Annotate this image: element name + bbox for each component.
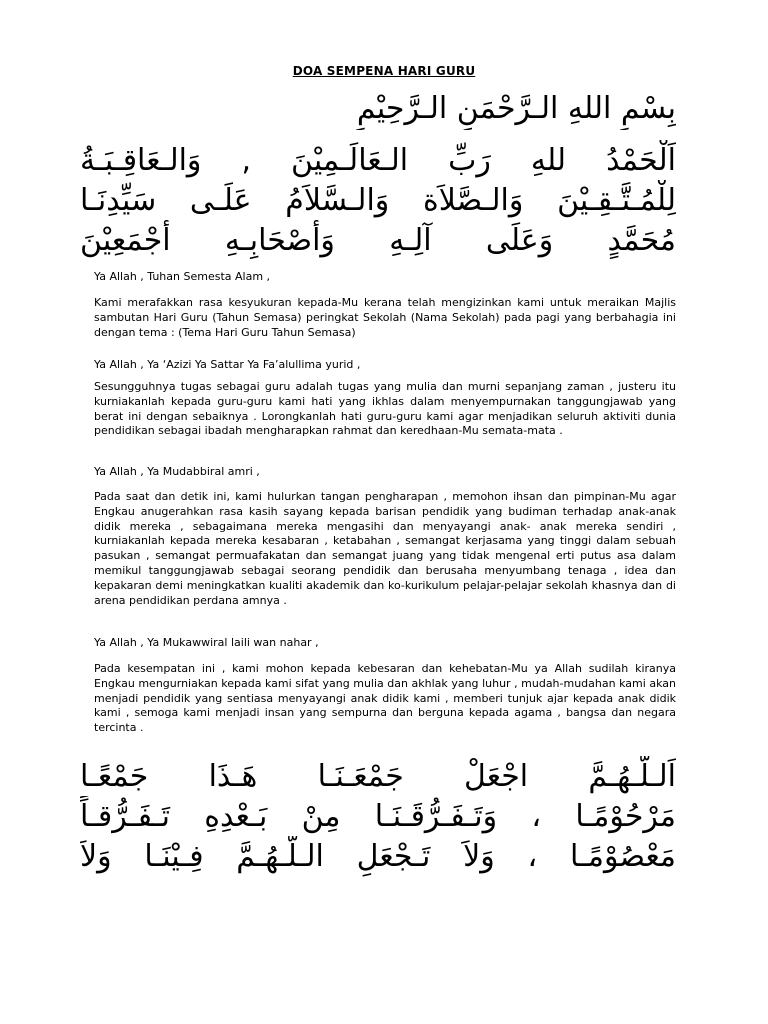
invocation-1: Ya Allah , Tuhan Semesta Alam , (94, 270, 271, 283)
invocation-2: Ya Allah , Ya ‘Azizi Ya Sattar Ya Fa’alullima yurid , (94, 358, 361, 371)
arabic-opening-line-1: بِسْمِ اللهِ الـرَّحْمَنِ الـرَّحِيْمِ (356, 91, 676, 126)
document-title: DOA SEMPENA HARI GURU (292, 64, 476, 78)
paragraph-hope: Pada saat dan detik ini, kami hulurkan tangan pengharapan , memohon ihsan dan pimpinan-Mu agar Engkau anugerahkan rasa kasih sayang kepada barisan pendidik yang budiman terhadap anak-anak didik mereka , sebagaimana mereka mengasihi dan menyayangi anak- anak mereka sendiri , kurniakanlah kepada mereka kesabaran , ketabahan , semangat kerjasama yang tinggi dalam sebuah pasukan , semangat permuafakatan dan semangat juang yang tidak mengenal erti putus asa dalam memikul tanggungjawab sebagai seorang pendidik dan berusaha menyumbang tenaga , idea dan kepakaran demi meningkatkan kualiti akademik dan ko-kurikulum pelajar-pelajar sekolah khasnya dan di arena pendidikan perdana amnya . (94, 490, 676, 607)
arabic-opening-line-4: مُحَمَّدٍ وَعَلَى آلِـهِ وَأَصْحَابِـهِ أَجْمَعِيْنَ (80, 223, 676, 258)
invocation-4: Ya Allah , Ya Mukawwiral laili wan nahar , (94, 636, 319, 649)
paragraph-gratitude: Kami merafakkan rasa kesyukuran kepada-Mu kerana telah mengizinkan kami untuk meraikan Majlis sambutan Hari Guru (Tahun Semasa) peringkat Sekolah (Nama Sekolah) pada pagi yang berbahagia ini dengan tema : (Tema Hari Guru Tahun Semasa) (94, 296, 676, 339)
paragraph-prayer: Pada kesempatan ini , kami mohon kepada kebesaran dan kehebatan-Mu ya Allah sudilah kiranya Engkau mengurniakan kepada kami sifat yang mulia dan akhlak yang luhur , mudah-mudahan kami akan menjadi pendidik yang sentiasa menyayangi anak didik kami , memberi tunjuk ajar kepada anak didik kami , semoga kami menjadi insan yang sempurna dan berguna kepada agama , bangsa dan negara tercinta . (94, 662, 676, 735)
invocation-3: Ya Allah , Ya Mudabbiral amri , (94, 465, 260, 478)
arabic-opening-line-2: اَلْحَمْدُ للهِ رَبِّ الـعَالَـمِيْنَ , وَالـعَاقِـبَـةُ (80, 143, 676, 178)
arabic-closing-line-1: اَلـلَّـهُـمَّ اجْعَلْ جَمْعَـنَـا هَـذَا جَمْعًـا (80, 759, 676, 794)
arabic-closing-line-2: مَرْحُوْمًـا ، وَتَـفَـرُّقَـنَـا مِنْ بَـعْدِهِ تَـفَـرُّقـاً (80, 799, 676, 834)
paragraph-teacher-duty: Sesungguhnya tugas sebagai guru adalah tugas yang mulia dan murni sepanjang zaman , justeru itu kurniakanlah kepada guru-guru kami hati yang ikhlas dalam menyempurnakan tanggungjawab yang berat ini dengan sebaiknya . Lorongkanlah hati guru-guru kami agar menjadikan seluruh aktiviti dunia pendidikan sebagai ibadah mengharapkan rahmat dan keredhaan-Mu semata-mata . (94, 380, 676, 438)
arabic-opening-line-3: لِلْمُـتَّـقِـيْنَ وَالـصَّلاَة وَالـسَّلاَمُ عَلَـى سَيِّدِنَـا (80, 183, 676, 218)
arabic-closing-line-3: مَعْصُوْمًـا ، وَلاَ تَـجْعَلِ الـلَّـهُـمَّ فِـيْنَـا وَلاَ (80, 839, 676, 874)
